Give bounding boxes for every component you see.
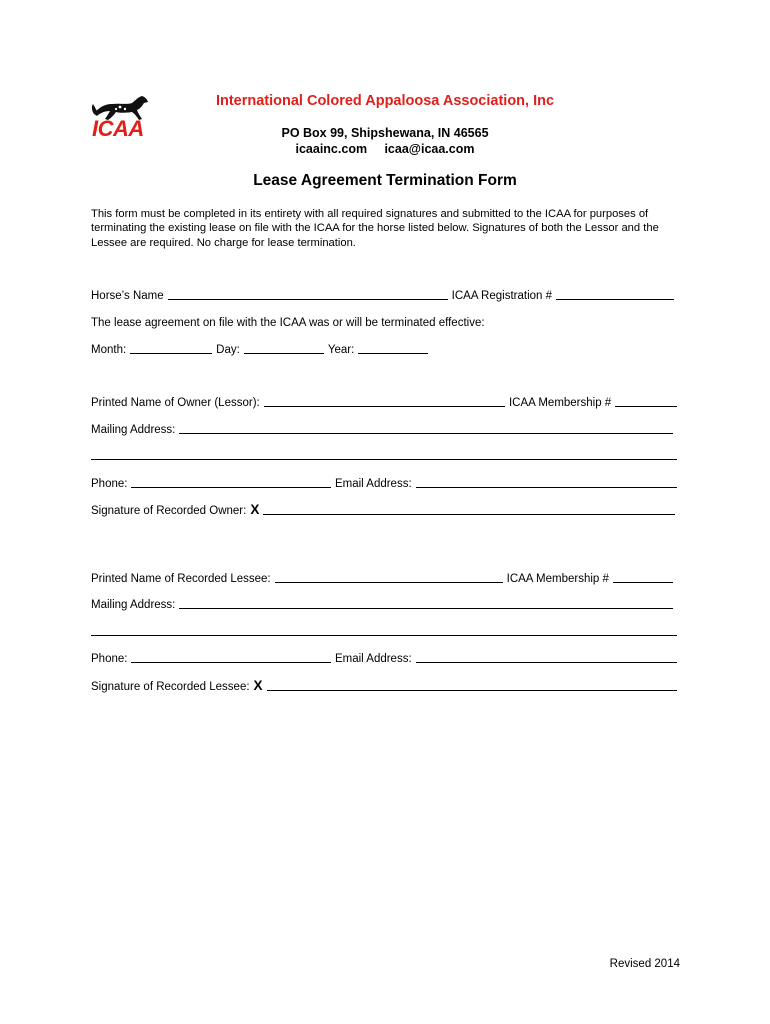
owner-phone-label: Phone: <box>91 478 128 490</box>
owner-contact-row <box>91 474 681 490</box>
month-label: Month: <box>91 344 127 356</box>
owner-signature-field[interactable] <box>263 514 675 515</box>
org-name: International Colored Appaloosa Association, Inc <box>215 93 555 109</box>
year-label: Year: <box>327 344 355 356</box>
org-website[interactable]: icaainc.com <box>295 142 368 156</box>
owner-signature-row <box>91 501 681 517</box>
lessee-phone-label: Phone: <box>91 653 128 665</box>
lessee-contact-row <box>91 649 681 665</box>
lessee-signature-field[interactable] <box>267 690 677 691</box>
day-field[interactable] <box>244 353 324 354</box>
owner-email-label: Email Address: <box>334 478 412 490</box>
owner-name-row <box>91 393 681 409</box>
lessee-signature-label: Signature of Recorded Lessee: <box>91 681 250 693</box>
org-email[interactable]: icaa@icaa.com <box>384 142 475 156</box>
lessee-membership-label: ICAA Membership # <box>506 573 609 585</box>
revised-note: Revised 2014 <box>609 958 680 970</box>
horse-name-label: Horse’s Name <box>91 290 164 302</box>
owner-phone-field[interactable] <box>131 487 331 488</box>
lessee-signature-x-mark: X <box>253 678 263 693</box>
owner-printed-name-label: Printed Name of Owner (Lessor): <box>91 397 260 409</box>
lessee-membership-field[interactable] <box>613 582 673 583</box>
owner-membership-label: ICAA Membership # <box>508 397 612 409</box>
lessee-address-line-2[interactable] <box>91 635 677 636</box>
lessee-printed-name-field[interactable] <box>275 582 503 583</box>
form-intro <box>91 207 691 250</box>
year-field[interactable] <box>358 353 428 354</box>
termination-statement: The lease agreement on file with the ICAA was or will be terminated effective: <box>91 317 485 329</box>
org-address: PO Box 99, Shipshewana, IN 46565 <box>281 126 489 140</box>
horse-name-field[interactable] <box>168 299 448 300</box>
owner-signature-x-mark: X <box>250 502 260 517</box>
owner-signature-label: Signature of Recorded Owner: <box>91 505 247 517</box>
lessee-mailing-address-field[interactable] <box>179 608 673 609</box>
org-header <box>0 92 770 110</box>
org-contact <box>0 142 770 156</box>
month-field[interactable] <box>130 353 212 354</box>
lessee-name-row <box>91 569 681 585</box>
logo-text: ICAA <box>92 116 144 141</box>
icaa-registration-field[interactable] <box>556 299 674 300</box>
lessee-email-label: Email Address: <box>334 653 412 665</box>
owner-email-field[interactable] <box>416 487 677 488</box>
lessee-email-field[interactable] <box>416 662 677 663</box>
form-title: Lease Agreement Termination Form <box>253 172 517 189</box>
horse-row <box>91 286 681 302</box>
date-row <box>91 340 681 356</box>
owner-mailing-address-label: Mailing Address: <box>91 424 176 436</box>
lessee-address-row <box>91 595 681 611</box>
owner-printed-name-field[interactable] <box>264 406 505 407</box>
lessee-mailing-address-label: Mailing Address: <box>91 599 176 611</box>
day-label: Day: <box>216 344 240 356</box>
owner-address-line-2[interactable] <box>91 459 677 460</box>
lessee-phone-field[interactable] <box>131 662 331 663</box>
owner-mailing-address-field[interactable] <box>179 433 673 434</box>
lessee-printed-name-label: Printed Name of Recorded Lessee: <box>91 573 271 585</box>
icaa-registration-label: ICAA Registration # <box>451 290 553 302</box>
lessee-signature-row <box>91 677 681 693</box>
owner-address-row <box>91 420 681 436</box>
intro-text: This form must be completed in its entirety with all required signatures and submitted to the ICAA for purposes of terminating the existing lease on file with the ICAA for the horse listed below. Signatures of both the Lessor and the Lessee are required. No charge for lease termination. <box>91 208 659 249</box>
owner-membership-field[interactable] <box>615 406 677 407</box>
termination-statement-row <box>91 313 681 329</box>
